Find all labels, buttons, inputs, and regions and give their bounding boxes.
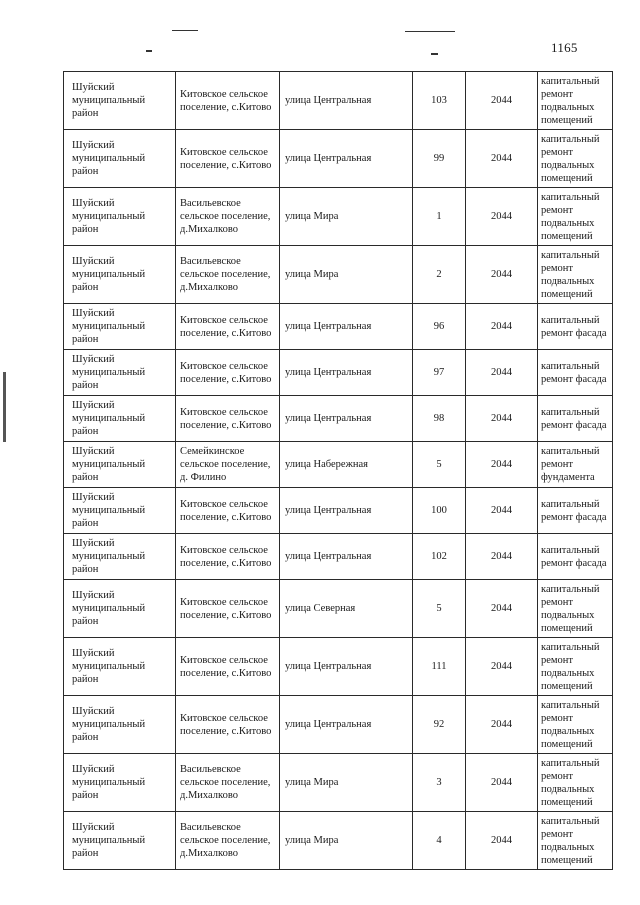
district-cell: Шуйский муниципальный район [64,696,176,754]
house-cell: 102 [413,534,466,580]
house-cell: 3 [413,754,466,812]
settlement-cell: Китовское сельское поселение, с.Китово [176,304,280,350]
page-number: 1165 [551,40,578,55]
year-cell: 2044 [466,130,538,188]
work-type-cell: капитальный ремонт фасада [538,350,613,396]
house-cell: 1 [413,188,466,246]
table-row [64,696,613,754]
work-type-cell: капитальный ремонт фасада [538,534,613,580]
street-cell: улица Центральная [280,350,413,396]
work-type-cell: капитальный ремонт подвальных помещений [538,638,613,696]
settlement-cell: Китовское сельское поселение, с.Китово [176,130,280,188]
scan-mark-top-1 [172,30,198,31]
table-row [64,130,613,188]
table-row [64,304,613,350]
district-cell: Шуйский муниципальный район [64,396,176,442]
work-type-cell: капитальный ремонт подвальных помещений [538,246,613,304]
house-cell: 2 [413,246,466,304]
table-row [64,638,613,696]
work-type-cell: капитальный ремонт фасада [538,488,613,534]
house-cell: 5 [413,580,466,638]
house-cell: 98 [413,396,466,442]
settlement-cell: Васильевское сельское поселение, д.Михалково [176,188,280,246]
settlement-cell: Китовское сельское поселение, с.Китово [176,638,280,696]
work-type-cell: капитальный ремонт фундамента [538,442,613,488]
house-cell: 97 [413,350,466,396]
settlement-cell: Китовское сельское поселение, с.Китово [176,350,280,396]
year-cell: 2044 [466,754,538,812]
street-cell: улица Мира [280,246,413,304]
year-cell: 2044 [466,534,538,580]
street-cell: улица Центральная [280,638,413,696]
house-cell: 100 [413,488,466,534]
year-cell: 2044 [466,488,538,534]
street-cell: улица Центральная [280,534,413,580]
table-row [64,246,613,304]
scan-mark-left-edge [3,372,6,442]
year-cell: 2044 [466,188,538,246]
year-cell: 2044 [466,246,538,304]
table-row [64,188,613,246]
district-cell: Шуйский муниципальный район [64,580,176,638]
work-type-cell: капитальный ремонт подвальных помещений [538,754,613,812]
house-cell: 5 [413,442,466,488]
year-cell: 2044 [466,580,538,638]
settlement-cell: Васильевское сельское поселение, д.Михалково [176,812,280,870]
table-row [64,350,613,396]
work-type-cell: капитальный ремонт подвальных помещений [538,580,613,638]
district-cell: Шуйский муниципальный район [64,442,176,488]
street-cell: улица Центральная [280,130,413,188]
scan-mark-top-4 [431,53,438,55]
house-cell: 99 [413,130,466,188]
settlement-cell: Китовское сельское поселение, с.Китово [176,72,280,130]
table-row [64,580,613,638]
table-row [64,396,613,442]
district-cell: Шуйский муниципальный район [64,350,176,396]
district-cell: Шуйский муниципальный район [64,488,176,534]
work-type-cell: капитальный ремонт подвальных помещений [538,188,613,246]
street-cell: улица Набережная [280,442,413,488]
year-cell: 2044 [466,396,538,442]
street-cell: улица Центральная [280,396,413,442]
street-cell: улица Центральная [280,488,413,534]
street-cell: улица Центральная [280,696,413,754]
district-cell: Шуйский муниципальный район [64,754,176,812]
year-cell: 2044 [466,696,538,754]
work-type-cell: капитальный ремонт фасада [538,396,613,442]
district-cell: Шуйский муниципальный район [64,534,176,580]
district-cell: Шуйский муниципальный район [64,304,176,350]
renovation-table [63,71,613,870]
street-cell: улица Мира [280,188,413,246]
year-cell: 2044 [466,638,538,696]
settlement-cell: Васильевское сельское поселение, д.Михалково [176,246,280,304]
year-cell: 2044 [466,812,538,870]
work-type-cell: капитальный ремонт подвальных помещений [538,812,613,870]
settlement-cell: Васильевское сельское поселение, д.Михалково [176,754,280,812]
work-type-cell: капитальный ремонт подвальных помещений [538,130,613,188]
house-cell: 96 [413,304,466,350]
district-cell: Шуйский муниципальный район [64,188,176,246]
year-cell: 2044 [466,350,538,396]
scan-mark-top-2 [405,31,455,32]
scan-mark-top-3 [146,50,152,52]
house-cell: 111 [413,638,466,696]
settlement-cell: Китовское сельское поселение, с.Китово [176,580,280,638]
settlement-cell: Китовское сельское поселение, с.Китово [176,534,280,580]
table-row [64,442,613,488]
settlement-cell: Китовское сельское поселение, с.Китово [176,696,280,754]
house-cell: 103 [413,72,466,130]
table-row [64,754,613,812]
street-cell: улица Мира [280,754,413,812]
district-cell: Шуйский муниципальный район [64,72,176,130]
year-cell: 2044 [466,304,538,350]
table-row [64,488,613,534]
district-cell: Шуйский муниципальный район [64,246,176,304]
settlement-cell: Китовское сельское поселение, с.Китово [176,396,280,442]
district-cell: Шуйский муниципальный район [64,638,176,696]
district-cell: Шуйский муниципальный район [64,130,176,188]
street-cell: улица Центральная [280,304,413,350]
work-type-cell: капитальный ремонт подвальных помещений [538,696,613,754]
table-row [64,812,613,870]
settlement-cell: Семейкинское сельское поселение, д. Филино [176,442,280,488]
settlement-cell: Китовское сельское поселение, с.Китово [176,488,280,534]
year-cell: 2044 [466,72,538,130]
year-cell: 2044 [466,442,538,488]
table-row [64,72,613,130]
street-cell: улица Северная [280,580,413,638]
district-cell: Шуйский муниципальный район [64,812,176,870]
street-cell: улица Центральная [280,72,413,130]
house-cell: 4 [413,812,466,870]
house-cell: 92 [413,696,466,754]
work-type-cell: капитальный ремонт фасада [538,304,613,350]
street-cell: улица Мира [280,812,413,870]
table-row [64,534,613,580]
work-type-cell: капитальный ремонт подвальных помещений [538,72,613,130]
